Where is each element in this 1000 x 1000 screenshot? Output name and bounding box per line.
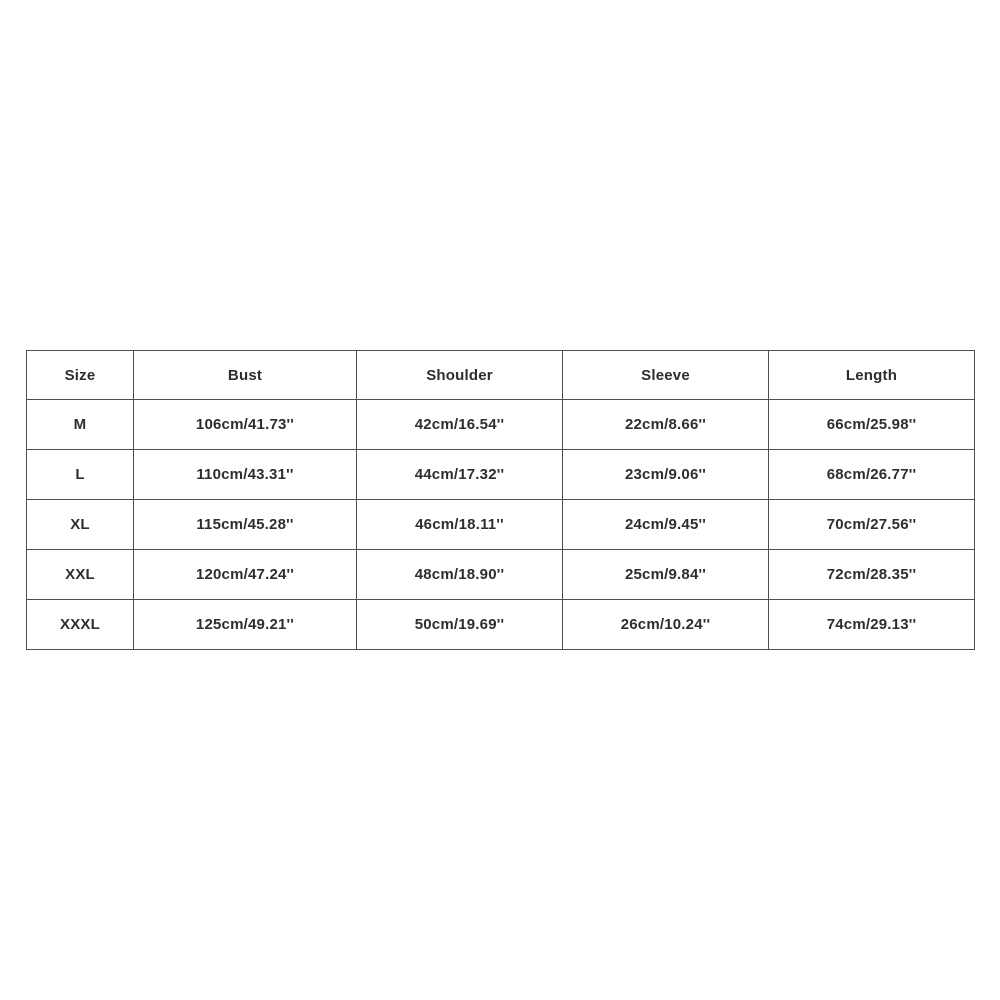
header-shoulder: Shoulder <box>357 351 563 400</box>
table-cell: 72cm/28.35'' <box>769 550 975 600</box>
table-cell: 66cm/25.98'' <box>769 400 975 450</box>
table-cell: 74cm/29.13'' <box>769 600 975 650</box>
table-row <box>27 600 975 650</box>
table-row <box>27 550 975 600</box>
table-cell: 24cm/9.45'' <box>563 500 769 550</box>
table-row <box>27 450 975 500</box>
size-chart-table <box>26 350 975 650</box>
table-cell: 42cm/16.54'' <box>357 400 563 450</box>
table-cell: 44cm/17.32'' <box>357 450 563 500</box>
table-row <box>27 400 975 450</box>
table-cell: 48cm/18.90'' <box>357 550 563 600</box>
table-cell: XL <box>27 500 134 550</box>
table-cell: 120cm/47.24'' <box>134 550 357 600</box>
size-chart-body <box>27 400 975 650</box>
table-cell: 106cm/41.73'' <box>134 400 357 450</box>
table-cell: M <box>27 400 134 450</box>
table-cell: 25cm/9.84'' <box>563 550 769 600</box>
table-cell: 22cm/8.66'' <box>563 400 769 450</box>
table-cell: 115cm/45.28'' <box>134 500 357 550</box>
table-cell: XXXL <box>27 600 134 650</box>
table-cell: 50cm/19.69'' <box>357 600 563 650</box>
table-cell: 68cm/26.77'' <box>769 450 975 500</box>
table-cell: 26cm/10.24'' <box>563 600 769 650</box>
table-cell: 46cm/18.11'' <box>357 500 563 550</box>
table-cell: 70cm/27.56'' <box>769 500 975 550</box>
header-row <box>27 351 975 400</box>
table-cell: XXL <box>27 550 134 600</box>
table-cell: 23cm/9.06'' <box>563 450 769 500</box>
table-cell: 125cm/49.21'' <box>134 600 357 650</box>
header-sleeve: Sleeve <box>563 351 769 400</box>
header-bust: Bust <box>134 351 357 400</box>
table-row <box>27 500 975 550</box>
table-cell: L <box>27 450 134 500</box>
header-length: Length <box>769 351 975 400</box>
table-cell: 110cm/43.31'' <box>134 450 357 500</box>
header-size: Size <box>27 351 134 400</box>
size-chart-header <box>27 351 975 400</box>
